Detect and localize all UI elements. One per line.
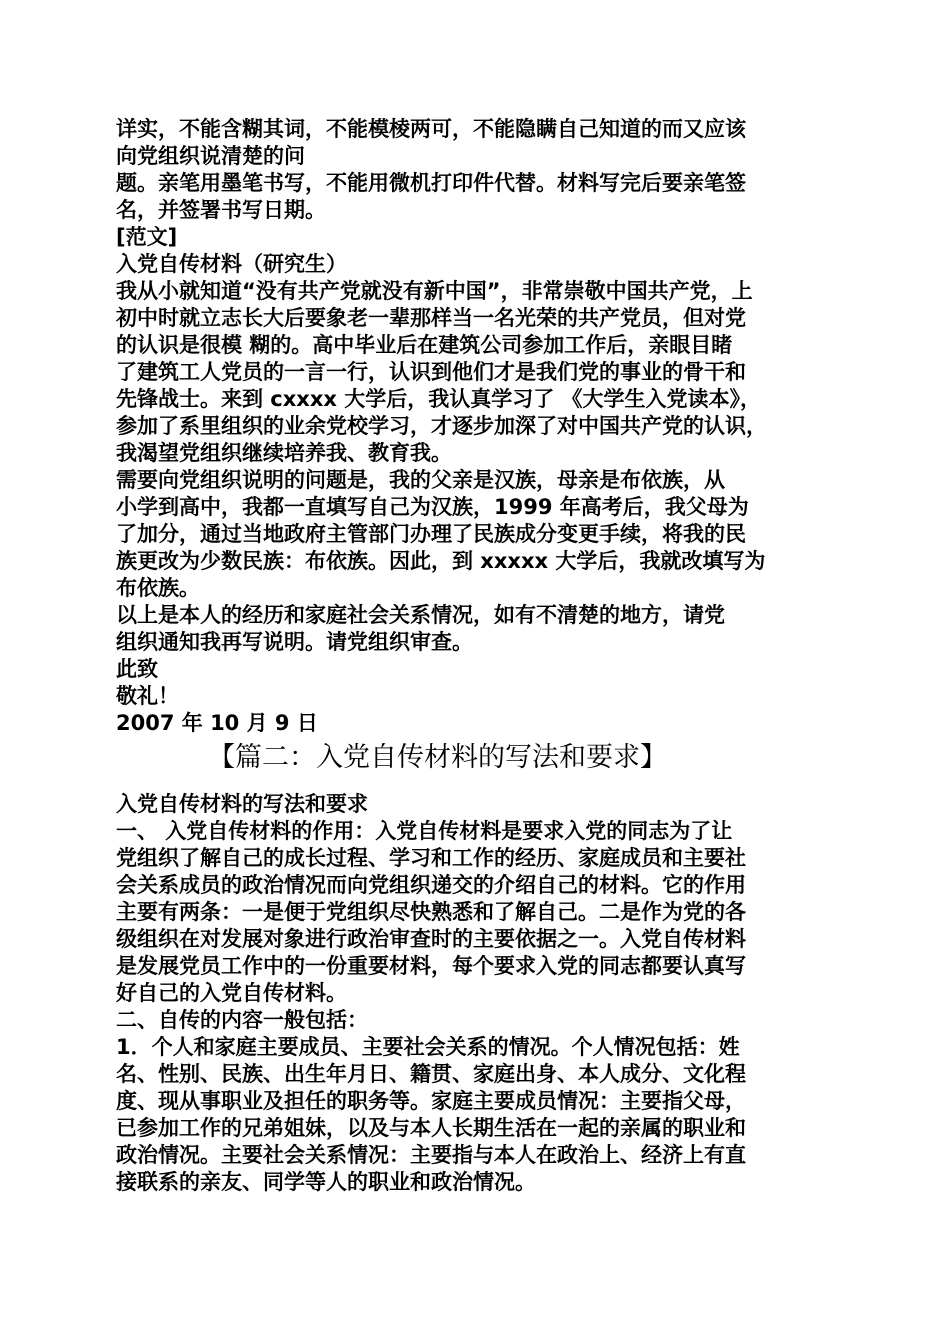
text-line: 度、现从事职业及担任的职务等。家庭主要成员情况：主要指父母，	[116, 1089, 746, 1113]
text-line: 先锋战士。来到 cxxxx 大学后，我认真学习了 《大学生入党读本》，	[116, 387, 762, 411]
text-line: 需要向党组织说明的问题是，我的父亲是汉族，母亲是布依族，从	[116, 468, 725, 492]
text-line: 向党组织说清楚的问	[116, 144, 305, 168]
section-heading: 【篇二：入党自传材料的写法和要求】	[208, 742, 667, 773]
document-body	[116, 116, 838, 1196]
text-line: 一、 入党自传材料的作用：入党自传材料是要求入党的同志为了让	[116, 819, 733, 843]
text-line: 党组织了解自己的成长过程、学习和工作的经历、家庭成员和主要社	[116, 846, 746, 870]
text-line: 初中时就立志长大后要象老一辈那样当一名光荣的共产党员，但对党	[116, 306, 746, 330]
text-line: 敬礼！	[116, 684, 179, 708]
text-line: 我渴望党组织继续培养我、教育我。	[116, 441, 452, 465]
text-line: 组织通知我再写说明。请党组织审查。	[116, 630, 473, 654]
text-line: 入党自传材料的写法和要求	[116, 792, 368, 816]
text-line: 会关系成员的政治情况而向党组织递交的介绍自己的材料。它的作用	[116, 873, 746, 897]
text-line: 二、自传的内容一般包括：	[116, 1008, 368, 1032]
text-line: 我从小就知道“没有共产党就没有新中国”，非常崇敬中国共产党，上	[116, 279, 753, 303]
text-line: 主要有两条：一是便于党组织尽快熟悉和了解自己。二是作为党的各	[116, 900, 746, 924]
text-line: 名、性别、民族、出生年月日、籍贯、家庭出身、本人成分、文化程	[116, 1062, 746, 1086]
spacer	[116, 781, 838, 791]
sample-essay-section	[116, 116, 838, 737]
text-line: [范文]	[116, 225, 178, 249]
text-line: 接联系的亲友、同学等人的职业和政治情况。	[116, 1170, 536, 1194]
text-line: 此致	[116, 657, 158, 681]
text-line: 级组织在对发展对象进行政治审查时的主要依据之一。入党自传材料	[116, 927, 746, 951]
text-line: 入党自传材料（研究生）	[116, 252, 347, 276]
text-line: 已参加工作的兄弟姐妹，以及与本人长期生活在一起的亲属的职业和	[116, 1116, 746, 1140]
text-line: 题。亲笔用墨笔书写，不能用微机打印件代替。材料写完后要亲笔签	[116, 171, 746, 195]
text-line: 小学到高中，我都一直填写自己为汉族，1999 年高考后，我父母为	[116, 495, 749, 519]
text-line: 参加了系里组织的业余党校学习，才逐步加深了对中国共产党的认识，	[116, 414, 767, 438]
text-line: 族更改为少数民族：布依族。因此，到 xxxxx 大学后，我就改填写为	[116, 549, 766, 573]
text-line: 名，并签署书写日期。	[116, 198, 326, 222]
text-line: 了加分，通过当地政府主管部门办理了民族成分变更手续，将我的民	[116, 522, 746, 546]
text-line: 详实，不能含糊其词，不能模棱两可，不能隐瞒自己知道的而又应该	[116, 117, 746, 141]
text-line: 好自己的入党自传材料。	[116, 981, 347, 1005]
text-line: 以上是本人的经历和家庭社会关系情况，如有不清楚的地方，请党	[116, 603, 725, 627]
writing-requirements-section	[116, 791, 838, 1196]
text-line: 的认识是很模 糊的。高中毕业后在建筑公司参加工作后，亲眼目睹	[116, 333, 733, 357]
text-line: 了建筑工人党员的一言一行，认识到他们才是我们党的事业的骨干和	[116, 360, 746, 384]
text-line: 1．个人和家庭主要成员、主要社会关系的情况。个人情况包括：姓	[116, 1035, 740, 1059]
text-line: 布依族。	[116, 576, 200, 600]
text-line: 政治情况。主要社会关系情况：主要指与本人在政治上、经济上有直	[116, 1143, 746, 1167]
text-line: 2007 年 10 月 9 日	[116, 711, 318, 735]
text-line: 是发展党员工作中的一份重要材料，每个要求入党的同志都要认真写	[116, 954, 746, 978]
